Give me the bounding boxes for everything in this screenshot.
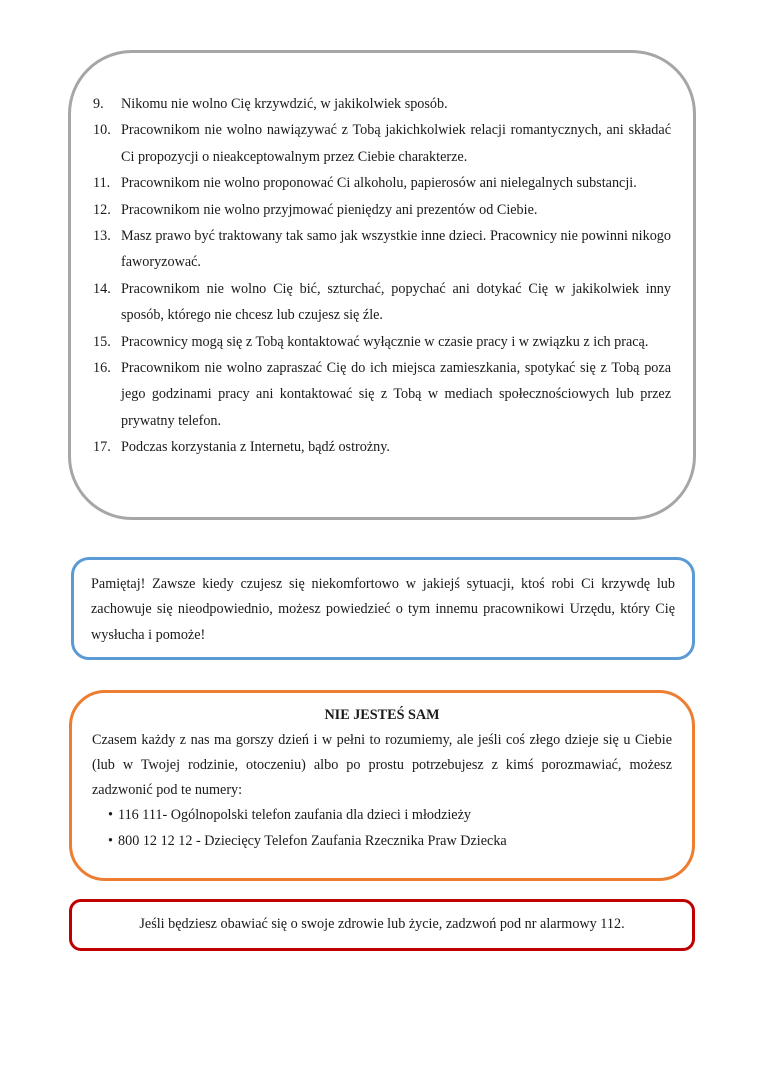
phone-text: 116 111- Ogólnopolski telefon zaufania dla dzieci i młodzieży: [118, 807, 471, 823]
rule-item: [93, 91, 671, 117]
rule-text: Pracownikom nie wolno zapraszać Cię do ich miejsca zamieszkania, spotykać się z Tobą poza jego godzinami pracy ani kontaktować się z Tobą w mediach społecznościowych lub przez prywatny telefon.: [121, 360, 671, 429]
not-alone-title: NIE JESTEŚ SAM: [324, 707, 440, 723]
rule-text: Pracownikom nie wolno nawiązywać z Tobą jakichkolwiek relacji romantycznych, ani składać Ci propozycji o nieakceptowalnym przez Ciebie charakterze.: [121, 122, 671, 165]
rule-item: [93, 223, 671, 276]
not-alone-box: [69, 690, 695, 881]
rules-list: [93, 91, 671, 461]
rule-number: 13.: [93, 228, 111, 245]
rule-number: 11.: [93, 175, 111, 192]
rule-text: Masz prawo być traktowany tak samo jak wszystkie inne dzieci. Pracownicy nie powinni nikogo faworyzować.: [121, 228, 671, 271]
rule-item: [93, 170, 671, 196]
rule-text: Podczas korzystania z Internetu, bądź ostrożny.: [121, 439, 390, 456]
rule-item: [93, 117, 671, 170]
bullet-icon: •: [108, 832, 113, 849]
rule-number: 9.: [93, 96, 104, 112]
rule-number: 15.: [93, 333, 111, 350]
rules-box: [68, 50, 696, 520]
phone-item: [108, 829, 672, 855]
rule-text: Pracownikom nie wolno proponować Ci alkoholu, papierosów ani nielegalnych substancji.: [121, 175, 637, 192]
rule-number: 14.: [93, 280, 111, 297]
rule-text: Pracownikom nie wolno Cię bić, szturchać, popychać ani dotykać Cię w jakikolwiek inny sposób, którego nie chcesz lub czujesz się źle.: [121, 280, 671, 324]
phone-item: [108, 803, 672, 829]
not-alone-text: Czasem każdy z nas ma gorszy dzień i w pełni to rozumiemy, ale jeśli coś złego dzieje się u Ciebie (lub w Twojej rodzinie, otoczeniu) albo po prostu potrzebujesz z kimś porozmawiać, możesz zadzwonić pod te numery:: [92, 732, 672, 798]
rule-number: 16.: [93, 360, 111, 377]
rule-text: Nikomu nie wolno Cię krzywdzić, w jakikolwiek sposób.: [121, 96, 448, 112]
rule-text: Pracownikom nie wolno przyjmować pieniędzy ani prezentów od Ciebie.: [121, 201, 538, 218]
rule-text: Pracownicy mogą się z Tobą kontaktować wyłącznie w czasie pracy i w związku z ich pracą.: [121, 333, 649, 350]
rule-item: [93, 434, 671, 460]
rule-item: [93, 276, 671, 329]
emergency-text: Jeśli będziesz obawiać się o swoje zdrowie lub życie, zadzwoń pod nr alarmowy 112.: [139, 916, 625, 932]
rule-number: 17.: [93, 439, 111, 456]
rule-item: [93, 355, 671, 434]
emergency-box: [69, 899, 695, 951]
rule-number: 10.: [93, 122, 111, 139]
remember-text: Pamiętaj! Zawsze kiedy czujesz się niekomfortowo w jakiejś sytuacji, ktoś robi Ci krzywdę lub zachowuje się nieodpowiednio, możesz powiedzieć o tym innemu pracownikowi Urzędu, który Cię wysłucha i pomoże!: [91, 576, 675, 643]
remember-box: [71, 557, 695, 660]
bullet-icon: •: [108, 807, 113, 823]
phone-list: [92, 803, 672, 854]
phone-text: 800 12 12 12 - Dziecięcy Telefon Zaufania Rzecznika Praw Dziecka: [118, 832, 507, 849]
rule-item: [93, 197, 671, 223]
rule-number: 12.: [93, 201, 111, 218]
rule-item: [93, 329, 671, 355]
